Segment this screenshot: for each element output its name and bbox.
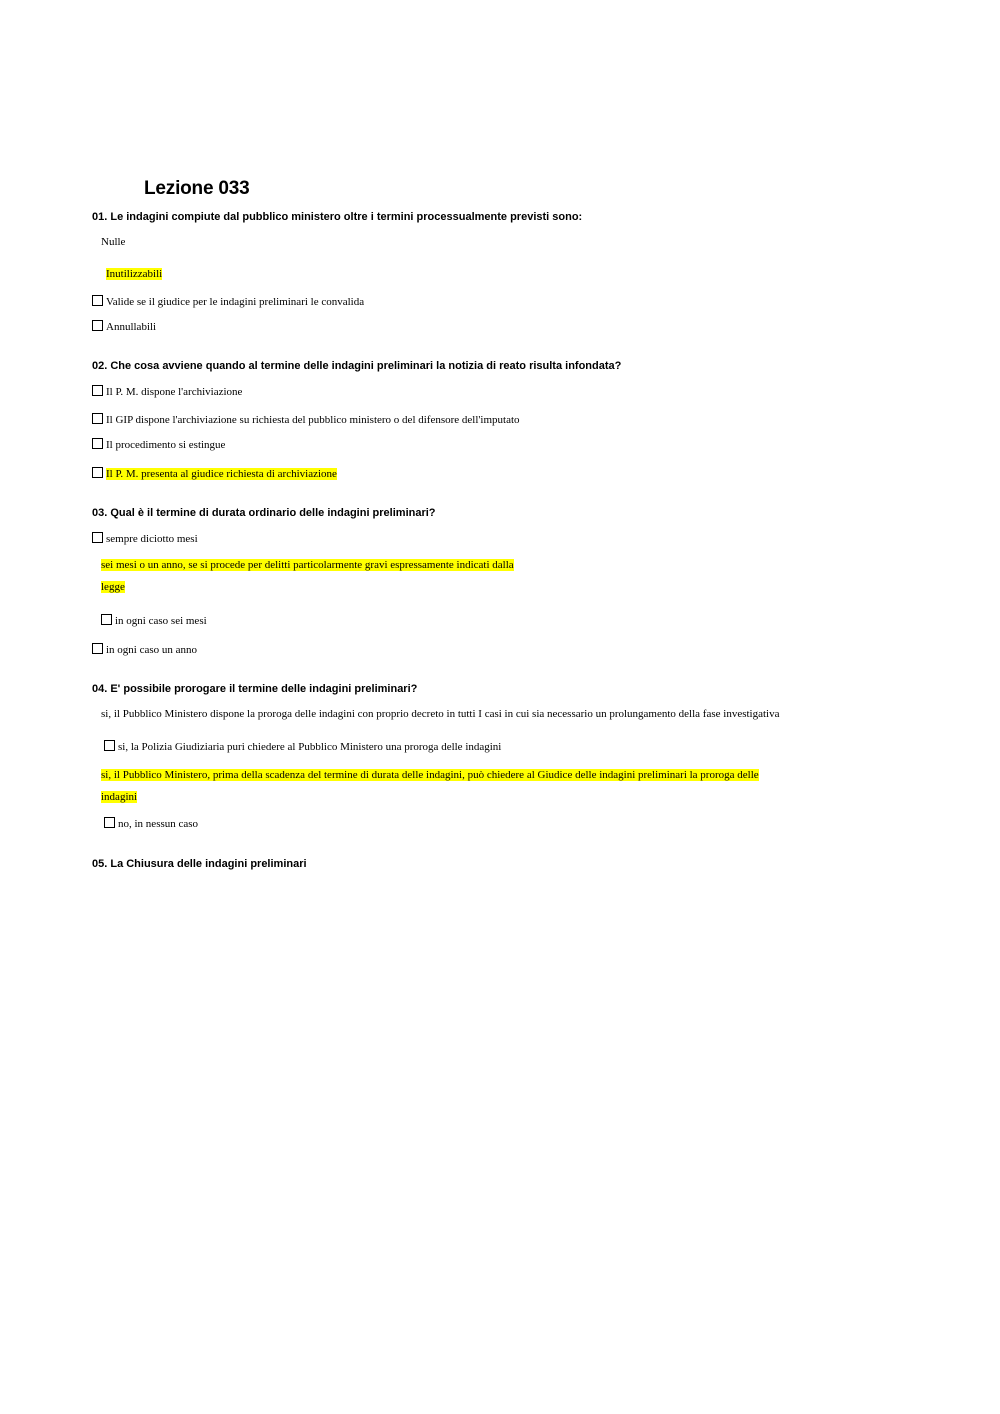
checkbox-icon[interactable] — [92, 467, 103, 478]
question-2-heading: 02. Che cosa avviene quando al termine delle indagini preliminari la notizia di reato risulta infondata? — [92, 360, 622, 372]
answer-3-4[interactable]: in ogni caso un anno — [92, 643, 197, 656]
answer-1-2: Inutilizzabili — [106, 268, 163, 280]
checkbox-icon[interactable] — [92, 320, 103, 331]
question-5-heading: 05. La Chiusura delle indagini preliminari — [92, 858, 307, 870]
checkbox-icon[interactable] — [92, 532, 103, 543]
answer-4-3-cont: indagini — [101, 791, 138, 803]
answer-1-1: Nulle — [101, 236, 126, 248]
answer-1-3[interactable]: Valide se il giudice per le indagini preliminari le convalida — [92, 295, 364, 308]
answer-3-2-cont: legge — [101, 581, 125, 593]
checkbox-icon[interactable] — [92, 295, 103, 306]
checkbox-icon[interactable] — [92, 438, 103, 449]
answer-2-1[interactable]: Il P. M. dispone l'archiviazione — [92, 385, 242, 398]
question-4-heading: 04. E' possibile prorogare il termine delle indagini preliminari? — [92, 683, 418, 695]
checkbox-icon[interactable] — [104, 817, 115, 828]
answer-2-2[interactable]: Il GIP dispone l'archiviazione su richiesta del pubblico ministero o del difensore dell'imputato — [92, 413, 520, 426]
question-3-heading: 03. Qual è il termine di durata ordinario delle indagini preliminari? — [92, 507, 436, 519]
answer-4-4[interactable]: no, in nessun caso — [104, 817, 198, 830]
page-title: Lezione 033 — [144, 178, 250, 199]
checkbox-icon[interactable] — [101, 614, 112, 625]
checkbox-icon[interactable] — [104, 740, 115, 751]
answer-3-2: sei mesi o un anno, se si procede per delitti particolarmente gravi espressamente indicati dalla — [101, 559, 514, 571]
answer-3-3[interactable]: in ogni caso sei mesi — [101, 614, 207, 627]
answer-2-3[interactable]: Il procedimento si estingue — [92, 438, 225, 451]
question-1-heading: 01. Le indagini compiute dal pubblico ministero oltre i termini processualmente previsti sono: — [92, 211, 583, 223]
checkbox-icon[interactable] — [92, 413, 103, 424]
answer-3-1[interactable]: sempre diciotto mesi — [92, 532, 198, 545]
answer-4-3: si, il Pubblico Ministero, prima della scadenza del termine di durata delle indagini, può chiedere al Giudice delle indagini preliminari la proroga delle — [101, 769, 759, 781]
answer-4-2[interactable]: si, la Polizia Giudiziaria puri chiedere al Pubblico Ministero una proroga delle indagini — [104, 740, 501, 753]
checkbox-icon[interactable] — [92, 643, 103, 654]
answer-1-4[interactable]: Annullabili — [92, 320, 156, 333]
answer-2-4[interactable]: Il P. M. presenta al giudice richiesta di archiviazione — [92, 467, 337, 480]
checkbox-icon[interactable] — [92, 385, 103, 396]
answer-4-1: si, il Pubblico Ministero dispone la proroga delle indagini con proprio decreto in tutti I casi in cui sia necessario un prolungamento della fase investigativa — [101, 708, 780, 720]
